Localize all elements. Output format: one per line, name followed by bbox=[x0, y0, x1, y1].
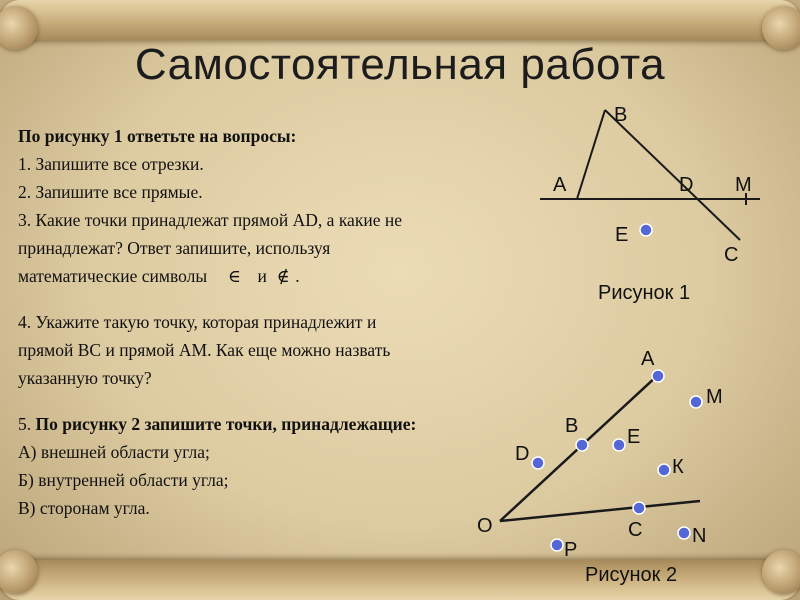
question-1: 1. Запишите все отрезки. bbox=[18, 154, 204, 174]
label-e: E bbox=[627, 426, 641, 448]
label-a: А bbox=[553, 174, 567, 196]
label-o: О bbox=[477, 515, 493, 537]
question-5-text: По рисунку 2 запишите точки, принадлежащие: bbox=[35, 414, 417, 434]
element-of-symbol-icon: ∈ bbox=[228, 266, 241, 286]
task-heading: По рисунку 1 ответьте на вопросы: bbox=[18, 126, 297, 146]
point-n bbox=[678, 527, 690, 539]
label-m: M bbox=[706, 386, 723, 408]
label-c: С bbox=[628, 519, 643, 541]
slide-title: Самостоятельная работа bbox=[134, 40, 666, 89]
figure-2-caption: Рисунок 2 bbox=[585, 564, 678, 586]
question-3-line-1: 3. Какие точки принадлежат прямой AD, а какие не bbox=[18, 210, 402, 230]
question-5-a: А) внешней области угла; bbox=[18, 442, 210, 462]
point-d bbox=[532, 457, 544, 469]
label-d: D bbox=[679, 174, 694, 196]
question-4-line-2: прямой ВС и прямой АМ. Как еще можно назвать bbox=[18, 340, 391, 360]
label-n: N bbox=[692, 525, 707, 547]
point-e bbox=[613, 439, 625, 451]
point-e bbox=[640, 224, 652, 236]
label-m: M bbox=[735, 174, 752, 196]
question-5-b: Б) внутренней области угла; bbox=[18, 470, 229, 490]
label-c: С bbox=[724, 244, 739, 266]
label-a: А bbox=[641, 348, 655, 370]
question-4-line-3: указанную точку? bbox=[18, 368, 152, 388]
figure-1-caption: Рисунок 1 bbox=[598, 282, 691, 304]
figure-2 bbox=[477, 348, 723, 586]
point-k bbox=[658, 464, 670, 476]
line-bc bbox=[605, 110, 740, 240]
point-a bbox=[652, 370, 664, 382]
punctuation: . bbox=[295, 266, 300, 286]
figure-1 bbox=[540, 104, 760, 304]
label-d: D bbox=[515, 443, 530, 465]
question-3-line-2: принадлежат? Ответ запишите, используя bbox=[18, 238, 331, 258]
ray-oc bbox=[500, 501, 700, 521]
label-b: В bbox=[565, 415, 579, 437]
label-p: Р bbox=[564, 539, 578, 561]
label-b: В bbox=[614, 104, 628, 126]
point-p bbox=[551, 539, 563, 551]
label-e: E bbox=[615, 224, 629, 246]
question-5-c: В) сторонам угла. bbox=[18, 498, 150, 518]
conjunction-text: и bbox=[257, 266, 267, 286]
point-b bbox=[576, 439, 588, 451]
not-element-of-symbol-icon: ∉ bbox=[276, 266, 290, 286]
question-2: 2. Запишите все прямые. bbox=[18, 182, 203, 202]
point-c bbox=[633, 502, 645, 514]
question-5-number: 5. bbox=[18, 414, 36, 434]
segment-ab bbox=[577, 110, 605, 199]
label-k: К bbox=[672, 456, 684, 478]
point-m bbox=[690, 396, 702, 408]
question-4-line-1: 4. Укажите такую точку, которая принадлежит и bbox=[18, 312, 377, 332]
question-3-text: математические символы bbox=[18, 266, 208, 286]
